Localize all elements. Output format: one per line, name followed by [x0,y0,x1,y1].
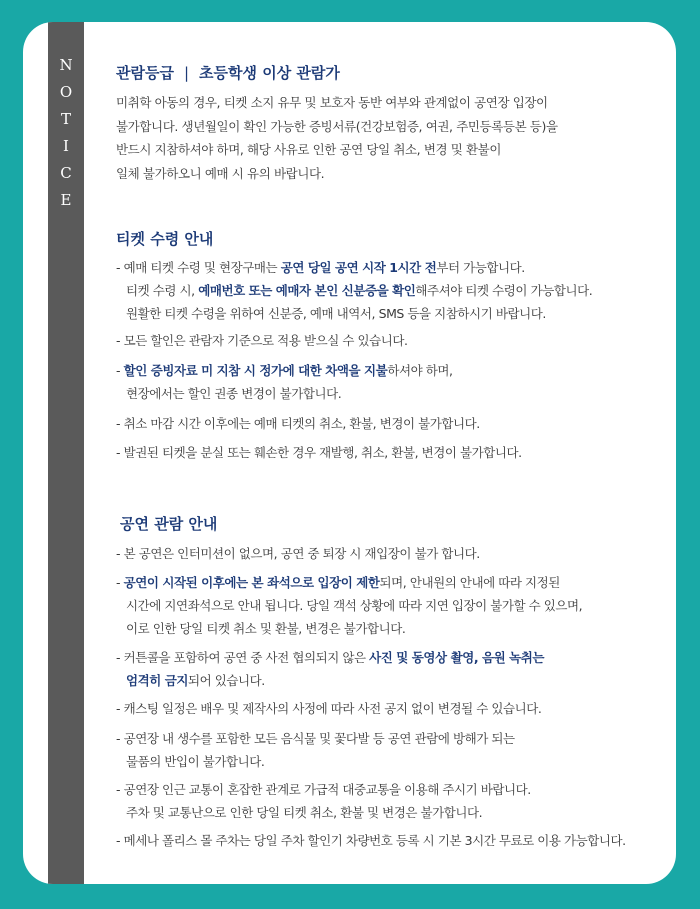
rating-line: 일체 불가하오니 예매 시 유의 바랍니다. [116,165,325,181]
ticket-item-3 [116,359,453,405]
rating-separator: | [183,64,190,82]
notice-letter: O [59,83,73,101]
text: - 공연장 인근 교통이 혼잡한 관계로 가급적 대중교통을 이용해 주시기 바랍니다. [116,782,531,797]
ticket-heading: 티켓 수령 안내 [116,230,214,248]
ticket-item-1 [116,256,592,325]
rating-description [116,91,558,185]
ticket-item-2: - 모든 할인은 관람자 기준으로 적용 받으실 수 있습니다. [116,333,408,348]
text: 현장에서는 할인 권종 변경이 불가합니다. [126,386,342,401]
rating-value: 초등학생 이상 관람가 [199,64,340,82]
performance-item-6 [116,778,531,824]
performance-item-5 [116,727,515,773]
text: 주차 및 교통난으로 인한 당일 티켓 취소, 환불 및 변경은 불가합니다. [126,805,483,820]
notice-letter: E [60,191,72,209]
rating-line: 불가합니다. 생년월일이 확인 가능한 증빙서류(건강보험증, 여권, 주민등록등본 등)을 [116,118,558,134]
notice-label [48,52,84,214]
highlight-text: 사진 및 동영상 촬영, 음원 녹취는 [369,650,545,665]
rating-line: 반드시 지참하셔야 하며, 해당 사유로 인한 공연 당일 취소, 변경 및 환불이 [116,142,502,157]
notice-letter: T [60,110,71,128]
highlight-text: 엄격히 금지 [126,673,189,688]
text: 하셔야 하며, [387,363,453,378]
rating-heading [116,62,340,83]
text: 되며, 안내원의 안내에 따라 지정된 [379,575,560,590]
text: - [116,575,124,590]
text: 원활한 티켓 수령을 위하여 신분증, 예매 내역서, SMS 등을 지참하시기 바랍니다. [126,306,546,321]
highlight-text: 할인 증빙자료 미 지참 시 정가에 대한 차액을 지불 [123,363,388,378]
text: - 공연장 내 생수를 포함한 모든 음식물 및 꽃다발 등 공연 관람에 방해가 되는 [116,731,515,746]
text: 되어 있습니다. [188,673,265,688]
rating-line: 미취학 아동의 경우, 티켓 소지 유무 및 보호자 동반 여부와 관계없이 공연장 입장이 [116,95,548,110]
text: 티켓 수령 시, [126,283,199,298]
ticket-item-4: - 취소 마감 시간 이후에는 예매 티켓의 취소, 환불, 변경이 불가합니다. [116,416,480,431]
performance-item-2 [116,571,582,640]
text: 이로 인한 당일 티켓 취소 및 환불, 변경은 불가합니다. [126,621,406,636]
notice-side-bar [48,22,84,884]
text: - [116,363,124,378]
performance-heading: 공연 관람 안내 [120,515,218,533]
performance-item-4: - 캐스팅 일정은 배우 및 제작사의 사정에 따라 사전 공지 없이 변경될 수 있습니다. [116,701,542,716]
highlight-text: 공연이 시작된 이후에는 본 좌석으로 입장이 제한 [123,575,380,590]
notice-card [23,22,676,884]
notice-letter: I [63,137,69,155]
notice-letter: C [60,164,72,182]
ticket-item-5: - 발권된 티켓을 분실 또는 훼손한 경우 재발행, 취소, 환불, 변경이 불가합니다. [116,445,522,460]
text: 시간에 지연좌석으로 안내 됩니다. 당일 객석 상황에 따라 지연 입장이 불가할 수 있으며, [126,598,583,613]
notice-letter: N [59,56,73,74]
performance-item-7: - 메세나 폴리스 몰 주차는 당일 주차 할인기 차량번호 등록 시 기본 3시간 무료로 이용 가능합니다. [116,833,626,848]
text: - 커튼콜을 포함하여 공연 중 사전 협의되지 않은 [116,650,370,665]
rating-label: 관람등급 [116,64,174,82]
highlight-text: 예매번호 또는 예매자 본인 신분증을 확인 [198,283,416,298]
text: 부터 가능합니다. [436,260,525,275]
text: 해주셔야 티켓 수령이 가능합니다. [415,283,593,298]
text: - 예매 티켓 수령 및 현장구매는 [116,260,281,275]
text: 물품의 반입이 불가합니다. [126,754,265,769]
highlight-text: 공연 당일 공연 시작 1시간 전 [280,260,437,275]
performance-item-1: - 본 공연은 인터미션이 없으며, 공연 중 퇴장 시 재입장이 불가 합니다. [116,546,480,561]
performance-item-3 [116,646,544,692]
